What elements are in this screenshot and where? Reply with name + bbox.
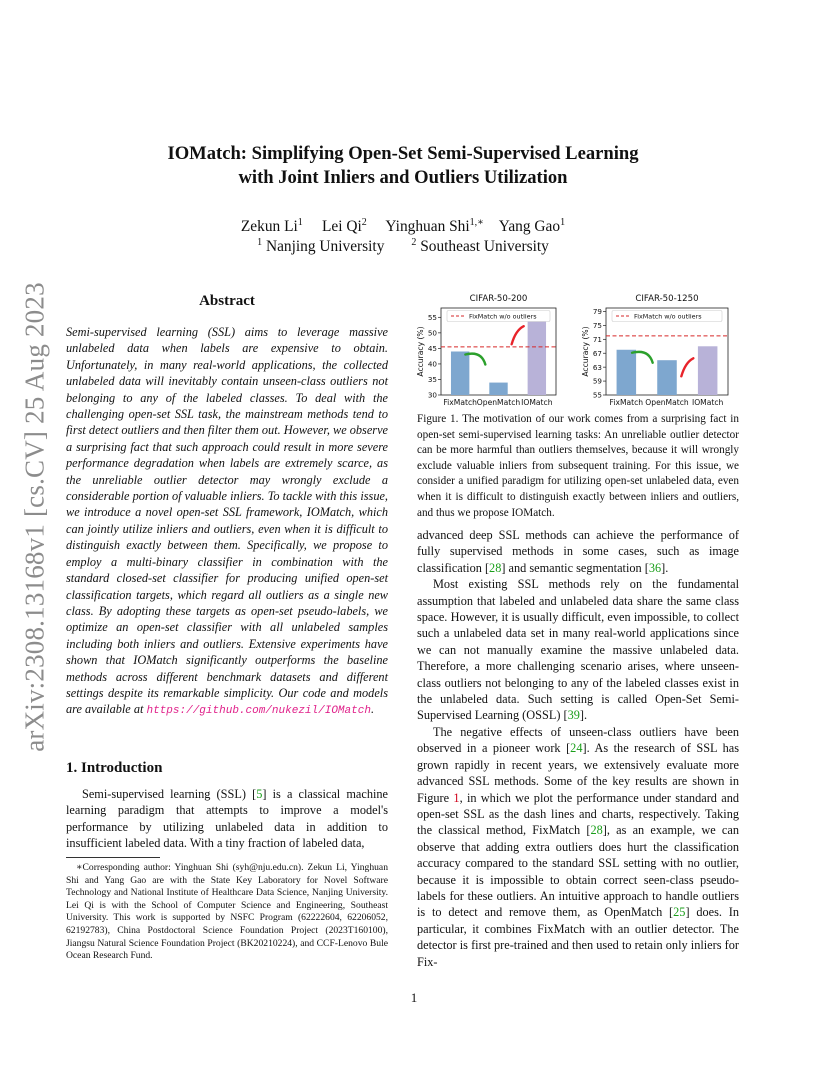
y-tick-label: 45 (427, 343, 437, 353)
github-link[interactable]: https://github.com/nukezil/IOMatch (146, 705, 371, 718)
x-tick-label: IOMatch (691, 398, 724, 407)
y-tick-label: 35 (427, 375, 437, 385)
right-column-text (417, 527, 739, 970)
author: Lei Qi$^2$ (322, 217, 367, 235)
y-tick-label: 50 (427, 328, 437, 338)
arxiv-stamp (20, 272, 50, 762)
red-arrow-icon (681, 358, 693, 376)
affiliation-list (100, 237, 706, 257)
paper-title (100, 142, 706, 190)
y-axis-label: Accuracy (%) (581, 326, 590, 377)
page-number: 1 (410, 990, 418, 1005)
y-tick-label: 55 (427, 312, 437, 322)
citation-link[interactable]: 5 (256, 787, 263, 801)
y-tick-label: 79 (592, 307, 602, 317)
bar-fixmatch (617, 350, 637, 395)
x-tick-label: IOMatch (521, 398, 553, 407)
arxiv-stamp-text: arXiv:2308.13168v1 [cs.CV] 25 Aug 2023 (19, 282, 50, 752)
y-tick-label: 75 (592, 321, 602, 330)
figure-1-charts (414, 288, 744, 408)
y-axis-label: Accuracy (%) (416, 326, 425, 377)
footnote: ∗Corresponding author: Yinghuan Shi (syh@nju.edu.cn). Zekun Li, Yinghuan Shi and Yang Gao are with the State Key Laboratory for Novel Software Technology and National Institute of Healthcare Data Science, Nanjing University. Lei Qi is with the School of Computer Science and Engineering, Southeast University. This work is supported by NSFC Program (62222604, 62206052, 62192783), China Postdoctoral Science Foundation Project (2023T160100), Jiangsu Natural Science Foundation Project (BK20210224), and CCF-Lenovo Bule Ocean Research Fund. (66, 862, 388, 962)
paragraph: Most existing SSL methods rely on the fundamental assumption that labeled and unlabeled data share the same class space. However, it is usually difficult, even impossible, to collect such a unlabeled data set in many real-world applications since we can not manually examine the massive unlabeled data. Therefore, a more challenging scenario arises, where unseen-class outliers not belonging to any of the labeled classes exist in the unlabeled data. Such setting is called Open-Set Semi-Supervised Learning (OSSL) [39]. (417, 577, 739, 723)
figure-1 (414, 288, 744, 408)
citation-link[interactable]: 36 (648, 560, 662, 575)
citation-link[interactable]: 24 (570, 741, 583, 756)
paragraph: advanced deep SSL methods can achieve the performance of fully supervised methods in some cases, such as image classification [28] and semantic segmentation [36]. (417, 528, 739, 575)
title-line-1: IOMatch: Simplifying Open-Set Semi-Supervised Learning (167, 143, 639, 164)
legend-label: FixMatch w/o outliers (634, 312, 702, 321)
bar-iomatch (698, 346, 718, 395)
author: Yang Gao$^1$ (498, 217, 566, 235)
citation-link[interactable]: 28 (489, 560, 502, 575)
chart-title: CIFAR-50-1250 (635, 294, 699, 304)
y-tick-label: 55 (592, 390, 602, 400)
x-tick-label: OpenMatch (645, 398, 689, 407)
chart-title: CIFAR-50-200 (469, 294, 528, 304)
affiliation: $^2$ Southeast University (411, 237, 549, 255)
citation-link[interactable]: 39 (567, 708, 580, 723)
bar-iomatch (528, 314, 546, 395)
figure-caption: Figure 1. The motivation of our work comes from a surprising fact in open-set semi-supervised learning tasks: An unreliable outlier detector can be more harmful than outliers themselves, because it will wrongly exclude valuable inliers from subsequent training. For this issue, we consider a unified paradigm for utilizing open-set unlabeled data, even when it is difficult to distinguish exactly between inliers and outliers, and thus we propose IOMatch. (417, 413, 739, 519)
x-tick-label: FixMatch (609, 398, 644, 407)
y-tick-label: 59 (592, 376, 602, 386)
affiliation: $^1$ Nanjing University (257, 237, 385, 255)
y-tick-label: 63 (592, 362, 602, 372)
y-tick-label: 71 (592, 334, 602, 344)
citation-link[interactable]: 25 (673, 905, 686, 920)
abstract-heading: Abstract (199, 293, 255, 309)
footnote-rule (66, 857, 160, 858)
section-heading-introduction: 1. Introduction (66, 760, 163, 776)
y-tick-label: 30 (427, 390, 437, 400)
y-tick-label: 40 (427, 359, 437, 369)
citation-link[interactable]: 28 (590, 823, 603, 838)
x-tick-label: FixMatch (443, 398, 477, 407)
author: Zekun Li$^1$ (240, 217, 303, 235)
bar-openmatch (657, 360, 677, 395)
x-tick-label: OpenMatch (476, 398, 521, 407)
legend-label: FixMatch w/o outliers (469, 312, 537, 321)
red-arrow-icon (512, 326, 524, 344)
abstract-text: Semi-supervised learning (SSL) aims to leverage massive unlabeled data when labels are expensive to obtain. Unfortunately, in many real-world applications, the collected unlabeled data will inevitably contain unseen-class outliers not belonging to any of the labeled classes. To deal with the challenging open-set SSL task, the mainstream methods tend to first detect outliers and then filter them out. However, we observe a surprising fact that such approach could result in more severe performance degradation when labels are extremely scarce, as the unreliable outlier detector may wrongly exclude a considerable portion of valuable inliers. To tackle with this issue, we introduce a novel open-set SSL framework, IOMatch, which can jointly utilize inliers and outliers, even when it is difficult to distinguish exactly between them. Specifically, we propose to employ a multi-binary classifier in combination with the standard closed-set classifier for producing unified open-set classification targets, which regard all outliers as a single new class. By adopting these targets as open-set pseudo-labels, we optimize an open-set classifier with all unlabeled samples including both inliers and outliers. Extensive experiments have shown that IOMatch significantly outperforms the baseline methods across different benchmark datasets and different settings despite its remarkable simplicity. Our code and models are available at https://github.com/nukezil/IOMatch. (66, 325, 388, 718)
introduction-paragraph: Semi-supervised learning (SSL) [5] is a classical machine learning paradigm that attempts to improve a model's performance by utilizing unlabeled data in addition to insufficient labeled data. With a tiny fraction of labeled data, (66, 787, 389, 851)
title-line-2: with Joint Inliers and Outliers Utilization (238, 167, 568, 188)
figure-reference-link[interactable]: 1 (453, 790, 460, 805)
author-list (100, 217, 706, 237)
y-tick-label: 67 (592, 348, 602, 358)
author: Yinghuan Shi$^{1,∗}$ (385, 217, 484, 235)
paragraph: The negative effects of unseen-class outliers have been observed in a pioneer work [24]. As the research of SSL has grown rapidly in recent years, we extensively evaluate more advanced SSL methods. Some of the key results are shown in Figure 1, in which we plot the performance under standard and open-set SSL as the dash lines and charts, respectively. Taking the classical method, FixMatch [28], as an example, we can observe that adding extra outliers does hurt the classification accuracy compared to the standard SSL setting with no outlier, because it is impossible to obtain correct seen-class pseudo-labels for these outliers. An intuitive approach to handle outliers is to detect and remove them, as OpenMatch [25] does. In particular, it combines FixMatch with an outlier detector. The detector is first pre-trained and then used to retain only inliers for Fix- (417, 724, 739, 969)
bar-fixmatch (451, 352, 469, 396)
bar-openmatch (489, 383, 507, 395)
